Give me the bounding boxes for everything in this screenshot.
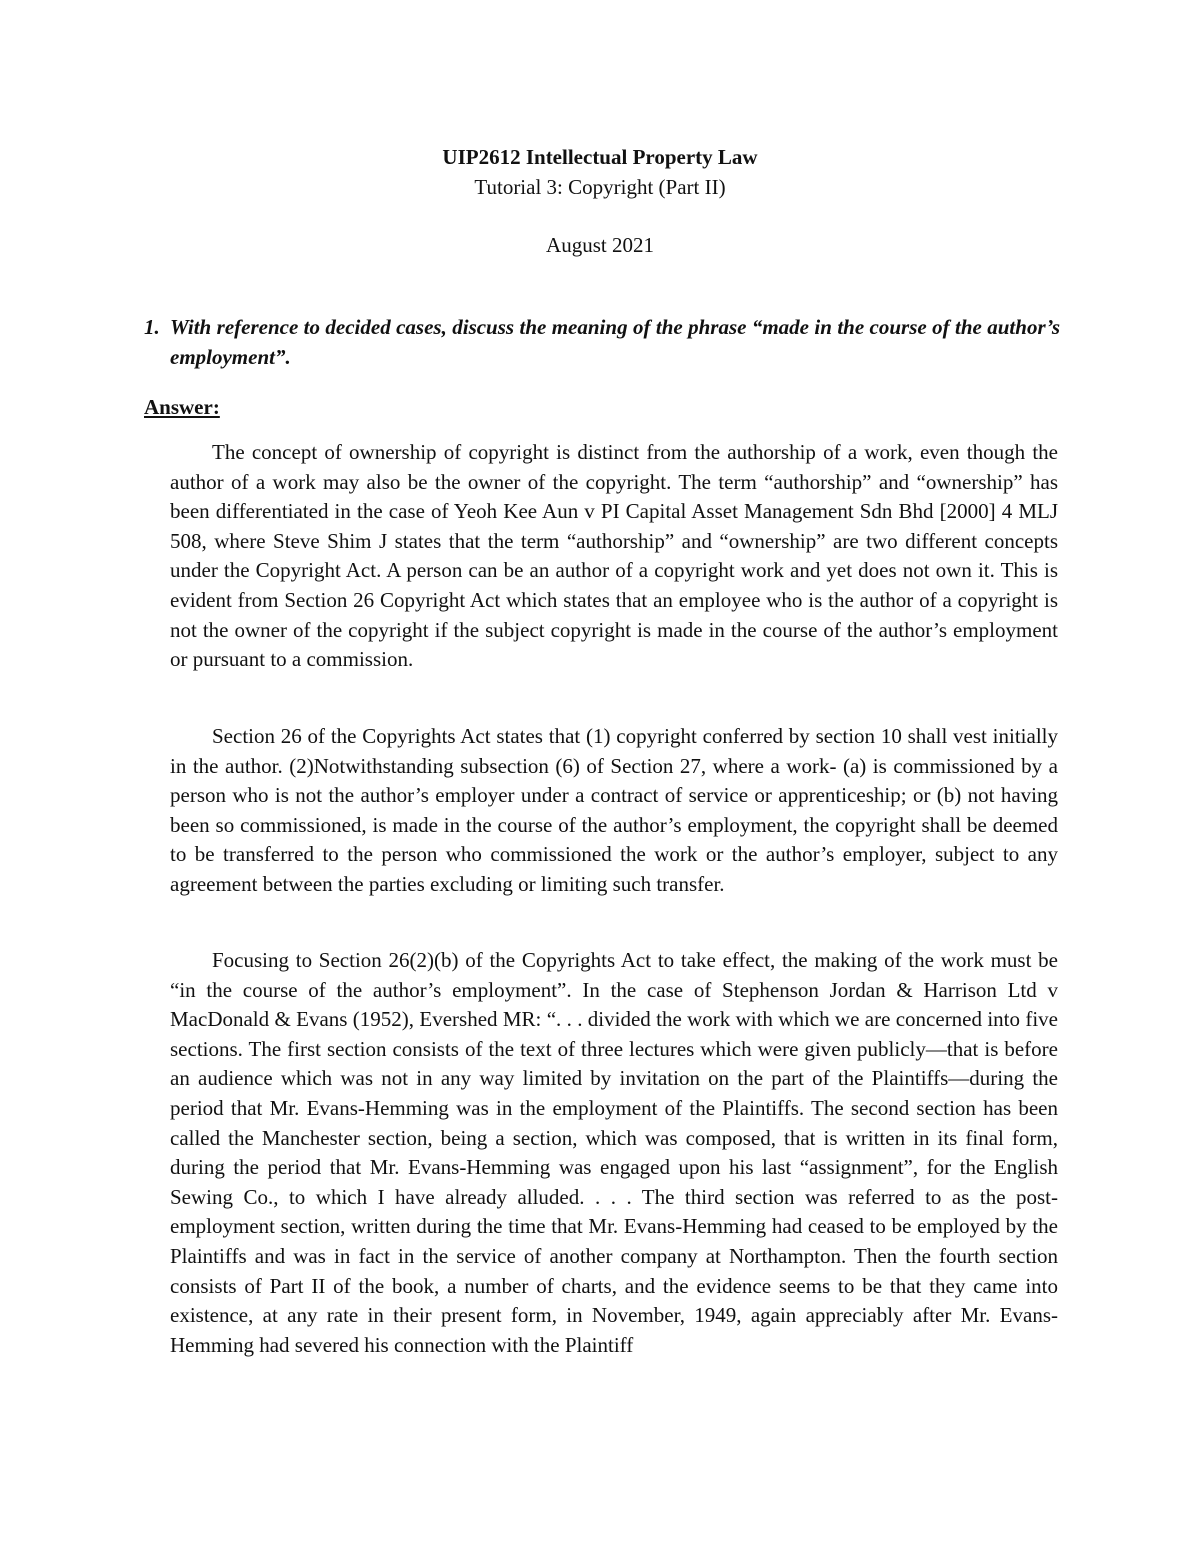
answer-paragraph-3: Focusing to Section 26(2)(b) of the Copyrights Act to take effect, the making of the work must be “in the course of the author’s employment”. In the case of Stephenson Jordan & Harrison Ltd v MacDonald & Evans (1952), Evershed MR: “. . . divided the work with which we are concerned into five sections. The first section consists of the text of three lectures which were given publicly—that is before an audience which was not in any way limited by invitation on the part of the Plaintiffs—during the period that Mr. Evans-Hemming was in the employment of the Plaintiffs. The second section has been called the Manchester section, being a section, which was composed, that is written in its final form, during the period that Mr. Evans-Hemming was engaged upon his last “assignment”, for the English Sewing Co., to which I have already alluded. . . . The third section was referred to as the post-employment section, written during the time that Mr. Evans-Hemming had ceased to be employed by the Plaintiffs and was in fact in the service of another company at Northampton. Then the fourth section consists of Part II of the book, a number of charts, and the evidence seems to be that they came into existence, at any rate in their present form, in November, 1949, again appreciably after Mr. Evans-Hemming had severed his connection with the Plaintiff [170,948,1058,1357]
answer-label: Answer: [144,395,220,419]
document-date: August 2021 [546,233,654,257]
document-title: UIP2612 Intellectual Property Law [442,145,758,169]
question-block [144,312,1060,372]
answer-paragraph-1: The concept of ownership of copyright is distinct from the authorship of a work, even though the author of a work may also be the owner of the copyright. The term “authorship” and “ownership” has been differentiated in the case of Yeoh Kee Aun v PI Capital Asset Management Sdn Bhd [2000] 4 MLJ 508, where Steve Shim J states that the term “authorship” and “ownership” are two different concepts under the Copyright Act. A person can be an author of a copyright work and yet does not own it. This is evident from Section 26 Copyright Act which states that an employee who is the author of a copyright is not the owner of the copyright if the subject copyright is made in the course of the author’s employment or pursuant to a commission. [170,440,1058,672]
question-number: 1. [144,315,160,339]
answer-paragraph-2: Section 26 of the Copyrights Act states that (1) copyright conferred by section 10 shall vest initially in the author. (2)Notwithstanding subsection (6) of Section 27, where a work- (a) is commissioned by a person who is not the author’s employer under a contract of service or apprenticeship; or (b) not having been so commissioned, is made in the course of the author’s employment, the copyright shall be deemed to be transferred to the person who commissioned the work or the author’s employer, subject to any agreement between the parties excluding or limiting such transfer. [170,724,1058,896]
document-subtitle: Tutorial 3: Copyright (Part II) [474,175,726,199]
question-text: With reference to decided cases, discuss the meaning of the phrase “made in the course of the author’s employment”. [170,315,1060,369]
